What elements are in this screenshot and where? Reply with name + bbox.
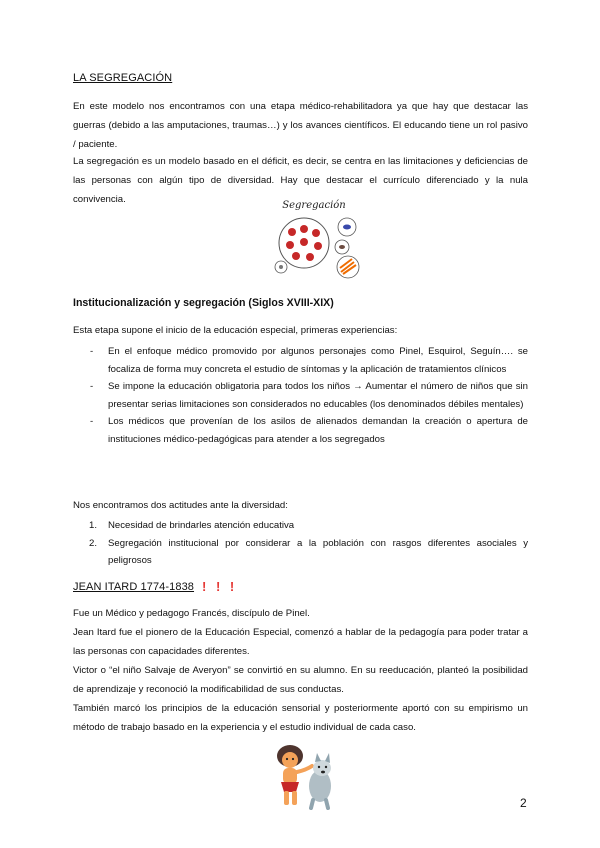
list-item: 2. Segregación institucional por considerar a la población con rasgos diferentes asociales y peligrosos <box>89 537 528 566</box>
itard-heading-text: JEAN ITARD 1774-1838 <box>73 581 195 593</box>
itard-paragraph: Victor o “el niño Salvaje de Averyon” se convirtió en su alumno. En su reeducación, planteó la posibilidad de aprendizaje y reconoció la modificabilidad de sus conductas. <box>73 665 528 695</box>
segregation-illustration <box>268 196 364 284</box>
itard-paragraph: También marcó los principios de la educación sensorial y posteriormente aportó con su empirismo un método de trabajo basado en la experiencia y el estudio individual de cada caso. <box>73 703 528 733</box>
bullet-list-etapa <box>73 343 528 448</box>
paragraph-intro-etapa: Esta etapa supone el inicio de la educación especial, primeras experiencias: <box>73 325 398 336</box>
itard-paragraph: Jean Itard fue el pionero de la Educación Especial, comenzó a hablar de la pedagogía para poder tratar a las personas con capacidades diferentes. <box>73 627 528 657</box>
itard-bio <box>73 604 528 737</box>
wild-child-illustration <box>268 742 340 814</box>
exclamation-marks: ! ! ! <box>202 579 238 594</box>
list-item: 1. Necesidad de brindarles atención educativa <box>89 520 295 531</box>
paragraph-deficit: La segregación es un modelo basado en el déficit, es decir, se centra en las limitaciones y deficiencias de las personas con algún tipo de diversidad. Hay que destacar el currículo diferenciado y la nula convivencia. <box>73 156 528 205</box>
illustration-title: Segregación <box>282 200 346 211</box>
paragraph-actitudes-intro: Nos encontramos dos actitudes ante la diversidad: <box>73 500 288 511</box>
section-heading-segregacion: LA SEGREGACIÓN <box>73 72 173 84</box>
list-item: - Los médicos que provenían de los asilos de alienados demandan la creación o apertura de instituciones médico-pedagógicas para atender a los segregados <box>90 416 528 445</box>
itard-paragraph: Fue un Médico y pedagogo Francés, discípulo de Pinel. <box>73 608 310 619</box>
section-heading-institucionalizacion: Institucionalización y segregación (Siglos XVIII-XIX) <box>73 297 334 309</box>
paragraph-modelo-medico: En este modelo nos encontramos con una etapa médico-rehabilitadora ya que hay que destacar las guerras (debido a las amputaciones, traumas…) y los avances científicos. El educando tiene un rol pasivo / paciente. <box>73 101 528 150</box>
page-number: 2 <box>520 796 527 810</box>
list-item: - En el enfoque médico promovido por algunos personajes como Pinel, Esquirol, Seguín…. se focaliza de forma muy concreta el estudio de síntomas y la aplicación de tratamientos clínicos <box>90 346 528 375</box>
list-item: - Se impone la educación obligatoria para todos los niños → Aumentar el número de niños que sin presentar serias limitaciones son considerados no educables (los denominados débiles mentales) <box>90 381 528 410</box>
section-heading-itard <box>73 581 194 593</box>
numbered-list-actitudes <box>73 517 528 570</box>
